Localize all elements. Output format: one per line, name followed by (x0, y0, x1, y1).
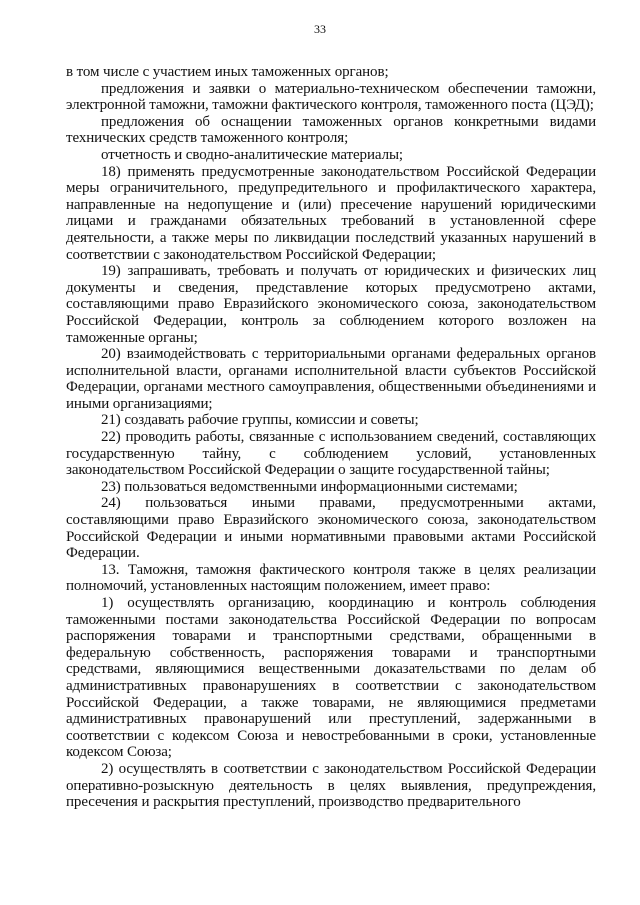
paragraph-item-18: 18) применять предусмотренные законодательством Российской Федерации меры ограничительного, предупредительного и профилактического характера, направленные на недопущение и (или) пресечение нарушений юридическими лицами и гражданами обязательных требований в установленной сфере деятельности, а также меры по ликвидации последствий указанных нарушений в соответствии с законодательством Российской Федерации; (66, 163, 596, 263)
paragraph-section-13: 13. Таможня, таможня фактического контроля также в целях реализации полномочий, установленных настоящим положением, имеет право: (66, 561, 596, 595)
paragraph-item-21: 21) создавать рабочие группы, комиссии и советы; (101, 412, 419, 429)
paragraph-item-24: 24) пользоваться иными правами, предусмотренными актами, составляющими право Евразийского экономического союза, законодательством Российской Федерации и иными нормативными правовыми актами Российской Федерации. (66, 495, 596, 562)
paragraph-item-19: 19) запрашивать, требовать и получать от юридических и физических лиц документы и сведения, представление которых предусмотрено актами, составляющими право Евразийского экономического союза, законодательством Российской Федерации, контроль за соблюдением которого возложен на таможенные органы; (66, 263, 596, 346)
paragraph-item-23: 23) пользоваться ведомственными информационными системами; (101, 478, 518, 495)
paragraph: в том числе с участием иных таможенных органов; (66, 64, 389, 80)
paragraph: отчетность и сводно-аналитические материалы; (101, 146, 404, 163)
paragraph: предложения и заявки о материально-техническом обеспечении таможни, электронной таможни, таможни фактического контроля, таможенного поста (ЦЭД); (66, 80, 596, 114)
document-body (66, 64, 596, 811)
paragraph-subitem-1: 1) осуществлять организацию, координацию и контроль соблюдения таможенными постами законодательства Российской Федерации по вопросам распоряжения товарами и транспортными средствами, обращенными в федеральную собственность, распоряжения товарами и транспортными средствами, являющимися вещественными доказательствами по делам об административных правонарушениях в соответствии с законодательством Российской Федерации, а также товарами, не являющимися предметами административных правонарушений или преступлений, задержанными в соответствии с кодексом Союза и невостребованными в сроки, установленные кодексом Союза; (66, 595, 596, 761)
paragraph-item-20: 20) взаимодействовать с территориальными органами федеральных органов исполнительной власти, органами исполнительной власти субъектов Российской Федерации, органами местного самоуправления, общественными объединениями и иными организациями; (66, 346, 596, 412)
paragraph-item-22: 22) проводить работы, связанные с использованием сведений, составляющих государственную тайну, с соблюдением условий, установленных законодательством Российской Федерации о защите государственной тайны; (66, 429, 596, 479)
paragraph-subitem-2: 2) осуществлять в соответствии с законодательством Российской Федерации оперативно-розыскную деятельность в целях выявления, предупреждения, пресечения и раскрытия преступлений, производство предварительного (66, 760, 596, 811)
paragraph: предложения об оснащении таможенных органов конкретными видами технических средств таможенного контроля; (66, 113, 596, 147)
page-number: 33 (314, 22, 326, 36)
